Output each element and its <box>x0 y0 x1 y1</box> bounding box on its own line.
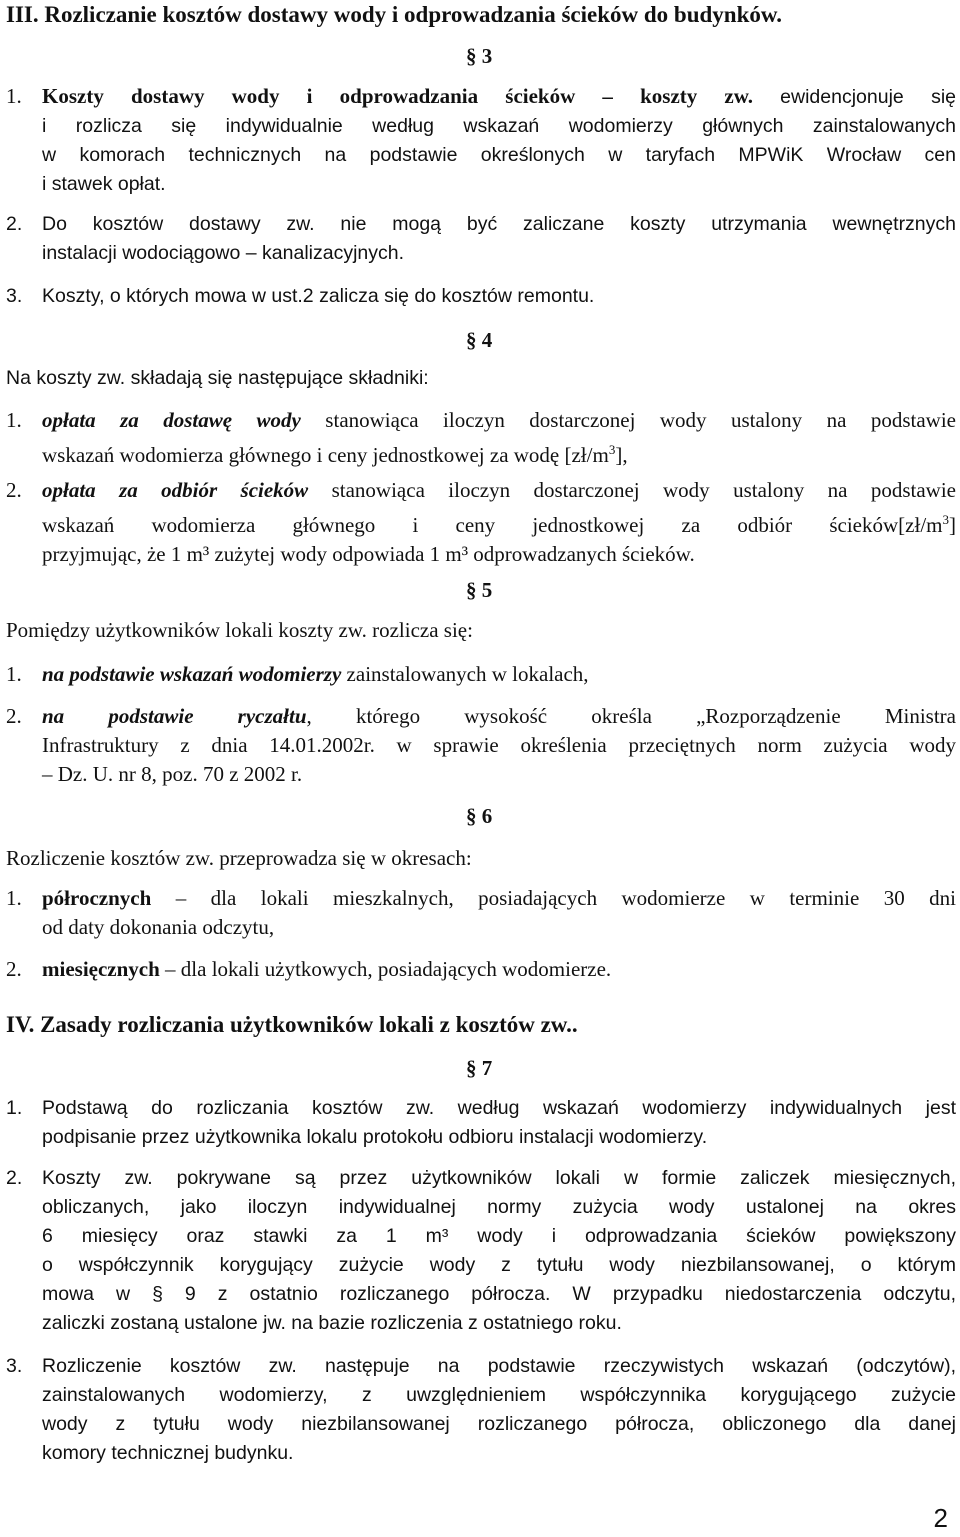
item-lead: na podstawie ryczałtu <box>42 704 307 728</box>
item-number: 2. <box>6 704 22 728</box>
item-text: Koszty zw. pokrywane są przez użytkowników lokali w formie zaliczek miesięcznych, <box>42 1167 956 1189</box>
item-text: 6 miesięcy oraz stawki za 1 m³ wody i odprowadzania ścieków powiększony <box>42 1225 956 1247</box>
paragraph-4-heading: § 4 <box>466 328 493 352</box>
item-lead: opłata za dostawę wody <box>42 408 301 432</box>
p7-item-1 <box>6 1094 956 1152</box>
p6-intro: Rozliczenie kosztów zw. przeprowadza się w okresach: <box>6 846 472 870</box>
p4-item-1 <box>6 406 956 470</box>
item-text: o współczynnik korygujący zużycie wody z tytułu wody niezbilansowanej, o którym <box>42 1254 956 1276</box>
item-text: , którego wysokość określa „Rozporządzenie Ministra <box>306 704 956 728</box>
item-text: mowa w § 9 z ostatnio rozliczanego półrocza. W przypadku niedostarczenia odczytu, <box>42 1283 956 1305</box>
item-text: ], <box>615 443 628 467</box>
item-text: – dla lokali mieszkalnych, posiadających wodomierze w terminie 30 dni <box>151 886 956 910</box>
paragraph-5-heading: § 5 <box>466 578 493 602</box>
item-number: 3. <box>6 285 23 307</box>
superscript: 3 <box>942 512 949 527</box>
section-heading-iv: IV. Zasady rozliczania użytkowników lokali z kosztów zw.. <box>6 1012 578 1037</box>
section-heading-iii: III. Rozliczanie kosztów dostawy wody i odprowadzania ścieków do budynków. <box>6 2 782 27</box>
item-lead: na podstawie wskazań wodomierzy <box>42 662 342 686</box>
item-number: 1. <box>6 408 22 432</box>
p5-item-1 <box>6 660 956 689</box>
item-number: 2. <box>6 213 23 235</box>
item-text: ] <box>949 513 956 537</box>
item-text: Do kosztów dostawy zw. nie mogą być zaliczane koszty utrzymania wewnętrznych <box>42 213 956 235</box>
item-text: zaliczki zostaną ustalone jw. na bazie rozliczenia z ostatniego roku. <box>42 1312 622 1334</box>
item-text: i stawek opłat. <box>42 173 166 195</box>
item-number: 2. <box>6 957 22 981</box>
item-number: 1. <box>6 84 22 108</box>
paragraph-7-heading: § 7 <box>466 1056 493 1080</box>
item-text: przyjmując, że 1 m³ zużytej wody odpowiada 1 m³ odprowadzanych ścieków. <box>42 542 695 566</box>
item-number: 3. <box>6 1355 23 1377</box>
item-text: ewidencjonuje się <box>780 86 957 108</box>
paragraph-6-heading: § 6 <box>466 804 493 828</box>
item-text: od daty dokonania odczytu, <box>42 915 275 939</box>
item-text: w komorach technicznych na podstawie określonych w taryfach MPWiK Wrocław cen <box>42 144 956 166</box>
item-number: 2. <box>6 1167 23 1189</box>
item-text: Infrastruktury z dnia 14.01.2002r. w sprawie określenia przeciętnych norm zużycia wody <box>42 733 956 757</box>
item-lead: opłata za odbiór ścieków <box>42 478 309 502</box>
p5-intro: Pomiędzy użytkowników lokali koszty zw. rozlicza się: <box>6 618 473 642</box>
p7-item-3 <box>6 1352 956 1468</box>
item-text: stanowiąca iloczyn dostarczonej wody ustalony na podstawie <box>308 478 956 502</box>
p6-item-2 <box>6 955 956 984</box>
item-text: wskazań wodomierza głównego i ceny jednostkowej za odbiór ścieków[zł/m <box>42 513 943 537</box>
page-number: 2 <box>933 1503 948 1533</box>
item-text: obliczanych, jako iloczyn indywidualnej normy zużycia wody ustalonej na okres <box>42 1196 956 1218</box>
item-lead: półrocznych <box>42 886 152 910</box>
item-number: 1. <box>6 1097 23 1119</box>
item-text: Rozliczenie kosztów zw. następuje na podstawie rzeczywistych wskazań (odczytów), <box>42 1355 956 1377</box>
p5-item-2 <box>6 702 956 789</box>
p4-item-2 <box>6 476 956 569</box>
p4-intro: Na koszty zw. składają się następujące składniki: <box>6 367 429 389</box>
item-text: Podstawą do rozliczania kosztów zw. według wskazań wodomierzy indywidualnych jest <box>42 1097 956 1119</box>
p3-item-3 <box>6 282 956 311</box>
p3-item-1 <box>6 82 956 199</box>
item-text: wody z tytułu wody niezbilansowanej rozliczanego półrocza, obliczonego dla danej <box>42 1413 956 1435</box>
item-text: Koszty, o których mowa w ust.2 zalicza się do kosztów remontu. <box>42 285 595 307</box>
item-lead: Koszty dostawy wody i odprowadzania ścieków – koszty zw. <box>42 84 753 108</box>
item-text: wskazań wodomierza głównego i ceny jednostkowej za wodę [zł/m <box>42 443 609 467</box>
item-text: stanowiąca iloczyn dostarczonej wody ustalony na podstawie <box>300 408 957 432</box>
item-number: 1. <box>6 662 22 686</box>
item-text: i rozlicza się indywidualnie według wskazań wodomierzy głównych zainstalowanych <box>42 115 956 137</box>
item-text: komory technicznej budynku. <box>42 1442 294 1464</box>
item-text: – dla lokali użytkowych, posiadających wodomierze. <box>159 957 612 981</box>
item-text: zainstalowanych w lokalach, <box>341 662 589 686</box>
p6-item-1 <box>6 884 956 942</box>
item-text: zainstalowanych wodomierzy, z uwzględnieniem współczynnika korygującego zużycie <box>42 1384 956 1406</box>
item-lead: miesięcznych <box>42 957 160 981</box>
p3-item-2 <box>6 210 956 268</box>
p7-item-2 <box>6 1164 956 1338</box>
item-text: podpisanie przez użytkownika lokalu protokołu odbioru instalacji wodomierzy. <box>42 1126 708 1148</box>
superscript: 3 <box>608 442 616 457</box>
item-number: 1. <box>6 886 22 910</box>
paragraph-3-heading: § 3 <box>466 44 493 68</box>
item-number: 2. <box>6 478 22 502</box>
item-text: – Dz. U. nr 8, poz. 70 z 2002 r. <box>42 762 303 786</box>
item-text: instalacji wodociągowo – kanalizacyjnych. <box>42 242 405 264</box>
